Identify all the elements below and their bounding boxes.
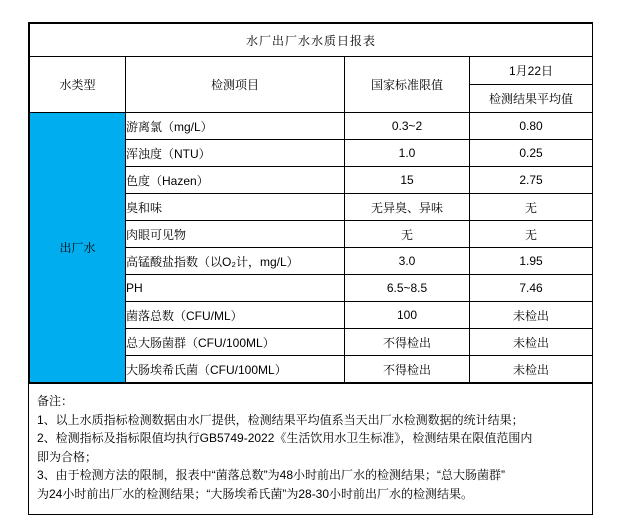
limit-value: 不得检出 [345,356,470,383]
page-title: 水厂出厂水水质日报表 [30,24,593,57]
limit-value: 无 [345,221,470,248]
notes-section [29,383,592,514]
test-item-label: 色度（Hazen） [126,167,345,194]
limit-value: 3.0 [345,248,470,275]
note-line: 1、以上水质指标检测数据由水厂提供，检测结果平均值系当天出厂水检测数据的统计结果； [37,412,524,427]
note-line: 备注： [37,394,74,408]
limit-value: 15 [345,167,470,194]
test-item-label: PH [126,275,345,302]
note-line: 即为合格； [37,449,98,464]
note-line: 为24小时前出厂水的检测结果；“大肠埃希氏菌”为28-30小时前出厂水的检测结果。 [37,486,474,501]
water-quality-table [29,23,593,383]
result-value: 无 [470,194,593,221]
report-sheet [28,22,593,515]
column-header-water-type: 水类型 [30,57,126,113]
result-value: 2.75 [470,167,593,194]
result-value: 未检出 [470,302,593,329]
limit-value: 100 [345,302,470,329]
test-item-label: 游离氯（mg/L） [126,113,345,140]
note-line: 2、检测指标及指标限值均执行GB5749-2022《生活饮用水卫生标准》，检测结果在限值范围内 [37,431,533,446]
note-line: 3、由于检测方法的限制，报表中“菌落总数”为48小时前出厂水的检测结果；“总大肠菌群” [37,468,506,483]
column-header-national-limit: 国家标准限值 [345,57,470,113]
test-item-label: 肉眼可见物 [126,221,345,248]
result-value: 未检出 [470,329,593,356]
column-header-result-average: 检测结果平均值 [470,85,593,113]
column-header-test-item: 检测项目 [126,57,345,113]
limit-value: 1.0 [345,140,470,167]
result-value: 0.25 [470,140,593,167]
test-item-label: 菌落总数（CFU/ML） [126,302,345,329]
column-header-date: 1月22日 [470,57,593,85]
water-type-value: 出厂水 [30,113,126,383]
test-item-label: 高锰酸盐指数（以O₂计，mg/L） [126,248,345,275]
limit-value: 不得检出 [345,329,470,356]
result-value: 0.80 [470,113,593,140]
title-row [30,24,593,57]
table-row [30,113,593,140]
limit-value: 0.3~2 [345,113,470,140]
header-row-1 [30,57,593,85]
test-item-label: 总大肠菌群（CFU/100ML） [126,329,345,356]
result-value: 1.95 [470,248,593,275]
test-item-label: 大肠埃希氏菌（CFU/100ML） [126,356,345,383]
result-value: 无 [470,221,593,248]
test-item-label: 臭和味 [126,194,345,221]
test-item-label: 浑浊度（NTU） [126,140,345,167]
limit-value: 无异臭、异味 [345,194,470,221]
result-value: 未检出 [470,356,593,383]
result-value: 7.46 [470,275,593,302]
limit-value: 6.5~8.5 [345,275,470,302]
